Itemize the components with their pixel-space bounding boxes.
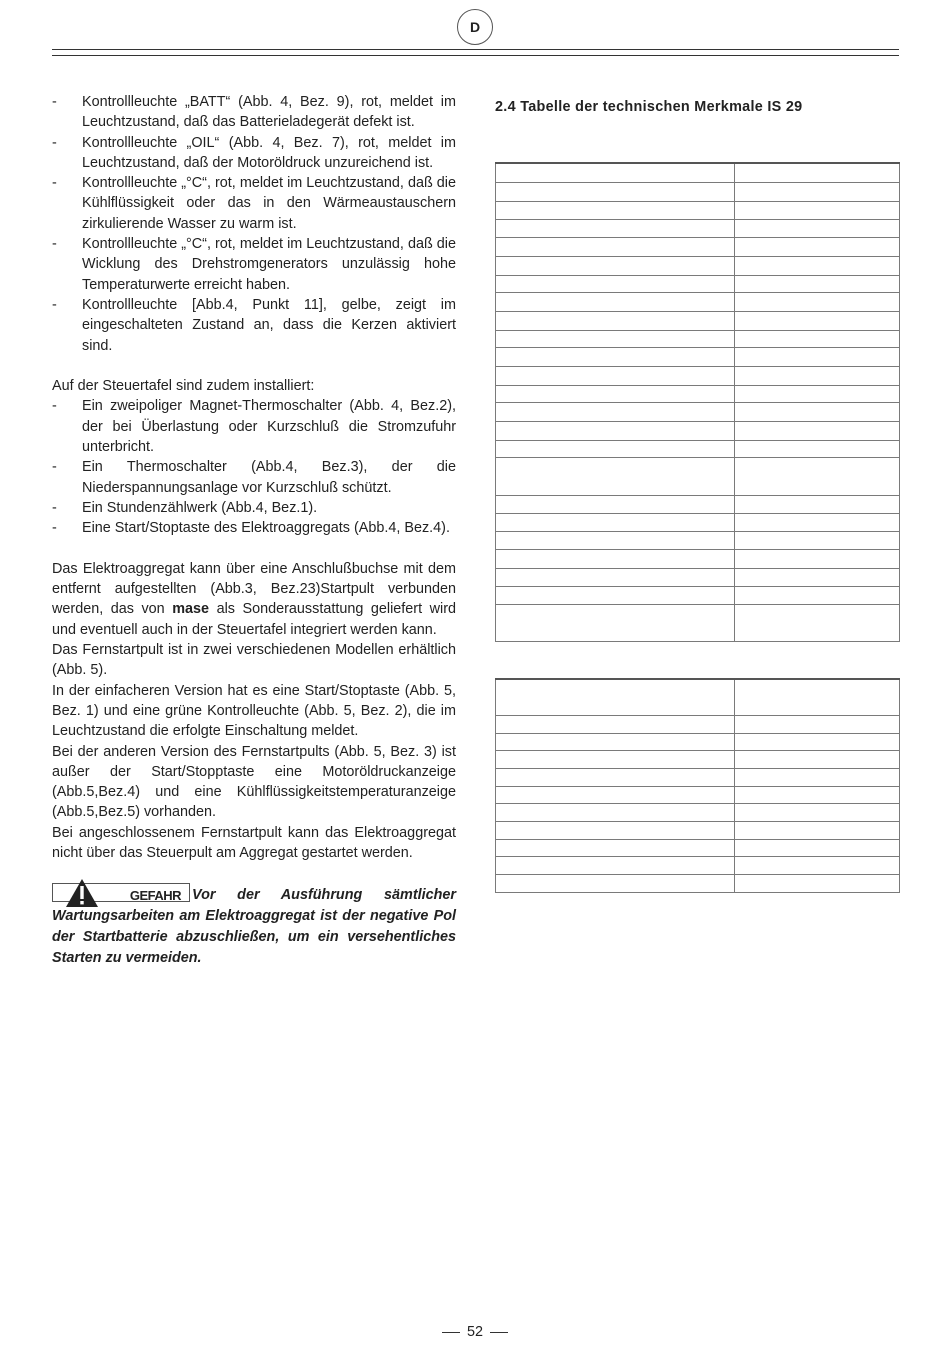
table-row (496, 201, 900, 219)
table-row (496, 839, 900, 856)
list-item: - Kontrollleuchte „BATT“ (Abb. 4, Bez. 9), rot, meldet im Leuchtzustand, daß das Batterieladegerät defekt ist. (52, 94, 456, 131)
header-rule-bottom (52, 55, 899, 56)
table-row (496, 293, 900, 312)
table-row (496, 440, 900, 458)
table-row (496, 531, 900, 550)
panel-intro: Auf der Steuertafel sind zudem installiert: (52, 378, 315, 395)
table-row (496, 821, 900, 839)
list-item: - Ein zweipoliger Magnet-Thermoschalter (Abb. 4, Bez.2), der bei Überlastung oder Kurzschluß die Stromzufuhr unterbricht. (52, 398, 456, 456)
table-row (496, 715, 900, 733)
table-row (496, 385, 900, 403)
table-row (496, 458, 900, 495)
list-item: - Kontrollleuchte „°C“, rot, meldet im Leuchtzustand, daß die Kühlflüssigkeit oder das in den Wärmeaustauschern zirkulierende Wasser zu warm ist. (52, 175, 456, 232)
table-row (496, 275, 900, 293)
remote-paragraph-2: Das Fernstartpult ist in zwei verschiedenen Modellen erhältlich (Abb. 5). (52, 642, 456, 679)
remote-paragraph-5: Bei angeschlossenem Fernstartpult kann das Elektroaggregat nicht über das Steuerpult am Aggregat gestartet werden. (52, 824, 456, 861)
table-row (496, 183, 900, 202)
danger-warning (52, 883, 456, 969)
table-row (496, 586, 900, 605)
danger-label: GEFAHR (52, 883, 190, 902)
list-item: - Ein Thermoschalter (Abb.4, Bez.3), der die Niederspannungsanlage vor Kurzschluß schützt. (52, 459, 456, 496)
panel-items-list (52, 396, 456, 538)
table-row (496, 679, 900, 715)
table-row (496, 803, 900, 821)
table-row (496, 421, 900, 440)
list-item: - Kontrollleuchte [Abb.4, Punkt 11], gelbe, zeigt im eingeschalteten Zustand an, dass die Kerzen aktiviert sind. (52, 296, 456, 354)
left-column (52, 92, 456, 969)
table-row (496, 348, 900, 367)
table-row (496, 768, 900, 786)
spec-table-2 (495, 678, 900, 893)
table-row (496, 569, 900, 587)
table-row (496, 403, 900, 422)
table-row (496, 366, 900, 385)
table-row (496, 750, 900, 768)
table-row (496, 163, 900, 183)
page-number: 52 (0, 1324, 950, 1340)
spec-table-1 (495, 162, 900, 642)
table-row (496, 733, 900, 750)
language-badge: D (457, 9, 493, 45)
section-title: 2.4 Tabelle der technischen Merkmale IS 29 (495, 99, 803, 115)
table-row (496, 856, 900, 874)
table-row (496, 330, 900, 348)
danger-text: Vor der Ausführung sämtlicher Wartungsarbeiten am Elektroaggregat ist der negative Pol der Startbatterie abzuschließen, um ein versehentliches Starten zu vermeiden. (52, 887, 456, 967)
table-row (496, 311, 900, 330)
list-item: - Ein Stundenzählwerk (Abb.4, Bez.1). (52, 499, 318, 516)
list-item: - Eine Start/Stoptaste des Elektroaggregats (Abb.4, Bez.4). (52, 520, 450, 537)
list-item: - Kontrollleuchte „OIL“ (Abb. 4, Bez. 7), rot, meldet im Leuchtzustand, daß der Motoröldruck unzureichend ist. (52, 134, 456, 171)
table-row (496, 495, 900, 514)
table-row (496, 550, 900, 569)
remote-paragraph-3: In der einfacheren Version hat es eine Start/Stoptaste (Abb. 5, Bez. 1) und eine grüne Kontrolleuchte (Abb. 5, Bez. 2), die im Leuchtzustand die erfolgte Einschaltung meldet. (52, 682, 456, 740)
table-row (496, 874, 900, 892)
header-rule-top (52, 49, 899, 50)
table-row (496, 238, 900, 257)
table-row (496, 256, 900, 275)
table-row (496, 219, 900, 238)
indicator-list (52, 92, 456, 356)
warning-triangle-icon (65, 878, 99, 908)
list-item: - Kontrollleuchte „°C“, rot, meldet im Leuchtzustand, daß die Wicklung des Drehstromgenerators unzulässig hohe Temperaturwerte erreicht haben. (52, 236, 456, 293)
remote-paragraph-4: Bei der anderen Version des Fernstartpults (Abb. 5, Bez. 3) ist außer der Start/Stopptaste eine Motoröldruckanzeige (Abb.5,Bez.4) und eine Kühlflüssigkeitstemperaturanzeige (Abb.5,Bez.5) vorhanden. (52, 743, 456, 821)
remote-paragraph-1: Das Elektroaggregat kann über eine Anschlußbuchse mit dem entfernt aufgestellten (Abb.3, Bez.23)Startpult verbunden werden, das von mase als Sonderausstattung geliefert wird und eventuell auch in der Steuertafel integriert werden kann. (52, 560, 456, 638)
table-row (496, 514, 900, 532)
table-row (496, 786, 900, 803)
table-row (496, 605, 900, 642)
